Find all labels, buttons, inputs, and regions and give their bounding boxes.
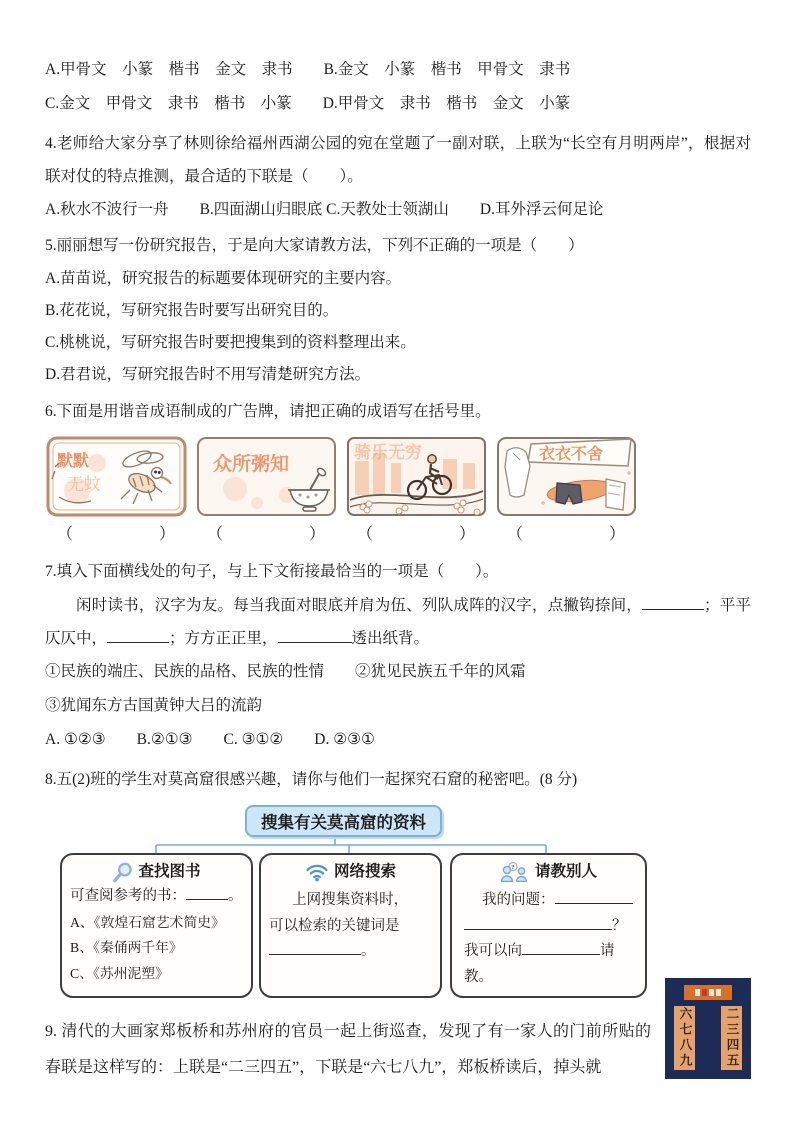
mosquito-sign-text-1: 默默 — [57, 453, 90, 470]
q7-question: 7.填入下面横线处的句子，与上下文衔接最恰当的一项是（ ）。 — [45, 563, 499, 580]
q5-option-a: A.苗苗说，研究报告的标题要体现研究的主要内容。 — [45, 270, 402, 287]
q4-options: A.秋水不波行一舟 B.四面湖山归眼底 C.天教处士领湖山 D.耳外浮云何足论 — [45, 201, 604, 218]
q8-box2-blank — [269, 940, 361, 955]
q7-passage-part-1: 闲时读书，汉字为友。每当我面对眼底并肩为伍、列队成阵的汉字，点撇钩捺间， — [76, 597, 643, 614]
q5-option-b: B.花花说，写研究报告时要写出研究目的。 — [45, 302, 339, 319]
q8-box2-line-1: 上网搜集资料时， — [292, 892, 409, 908]
q5-option-c: C.桃桃说，写研究报告时要把搜集到的资料整理出来。 — [45, 334, 416, 351]
mosquito-sign-image — [45, 433, 188, 521]
q8-box1-option-a: A、《敦煌石窟艺术简史》 — [70, 914, 225, 930]
answer-bracket-3: （ ） — [356, 526, 476, 543]
couplet-right-strip: 二三四五 — [721, 1006, 742, 1070]
connector-lines — [45, 839, 751, 853]
svg-text:?: ? — [511, 864, 515, 871]
q8-box2-line-2: 可以检索的关键词是 — [269, 917, 400, 934]
q8-box1-title-row — [70, 860, 243, 884]
q8-box1-blank — [186, 885, 228, 900]
q8-box1-lead-end: 。 — [228, 888, 243, 904]
q8-box-find-books — [60, 853, 253, 998]
cycling-sign-text: 骑乐无穷 — [354, 443, 422, 462]
q8-box1-option-b: B、《秦俑两千年》 — [70, 940, 183, 955]
q7-items-line-2: ③犹闻东方古国黄钟大吕的流韵 — [45, 697, 263, 714]
q9-question-text: 9. 清代的大画家郑板桥和苏州府的官员一起上街巡查，发现了有一家人的门前所贴的春联是这样写的：上联是“二三四五”，下联是“六七八九”，郑板桥读后，掉头就 — [45, 1023, 651, 1076]
q8-box3-line-1 — [460, 888, 637, 914]
q8-box3-line-3 — [460, 939, 637, 990]
people-question-icon — [500, 862, 530, 882]
q8-diagram — [45, 805, 751, 998]
clothes-sign-image — [495, 433, 638, 521]
couplet-left-strip: 六七八九 — [674, 1006, 695, 1070]
q5-option-d: D.君君说，写研究报告时不用写清楚研究方法。 — [45, 366, 371, 383]
q7-passage — [45, 589, 751, 655]
answer-bracket-1: （ ） — [56, 526, 176, 543]
q9-question-block — [45, 1007, 751, 1086]
q8-box3-blank-2 — [464, 915, 612, 930]
q8-box3-ask-end: 请教。 — [464, 943, 615, 985]
clothes-sign-text: 衣衣不舍 — [539, 446, 604, 463]
q8-box-network-search — [259, 853, 442, 998]
q8-box3-blank-3 — [522, 940, 600, 955]
q7-passage-part-3: ；方方正正里， — [169, 630, 278, 647]
q8-boxes-row — [60, 853, 751, 998]
q8-box2-line-3 — [269, 939, 432, 965]
q7-passage-part-2: ；平平仄仄中， — [45, 597, 751, 647]
q8-box3-blank-1 — [555, 889, 633, 904]
q7-blank-2 — [107, 628, 169, 643]
q8-box1-option-c: C、《苏州泥塑》 — [70, 965, 169, 981]
mosquito-sign-text-2: 无蚊 — [67, 475, 101, 494]
q7-blank-1 — [642, 595, 704, 610]
couplet-banner — [684, 985, 732, 1000]
answer-bracket-4: （ ） — [506, 526, 626, 543]
couplet-image — [665, 978, 751, 1079]
q8-root-wrap — [45, 805, 751, 839]
q8-box1-title: 查找图书 — [138, 863, 201, 880]
q6-sign-row — [45, 433, 751, 521]
q7-options: A. ①②③ B.②①③ C. ③①② D. ②③① — [45, 731, 375, 748]
q4-question: 4.老师给大家分享了林则徐给福州西湖公园的宛在堂题了一副对联，上联为“长空有月明两岸”，根据对联对仗的特点推测，最合适的下联是（ ）。 — [45, 135, 751, 185]
q6-question: 6.下面是用谐音成语制成的广告牌，请把正确的成语写在括号里。 — [45, 403, 491, 420]
q8-box2-title-row — [269, 860, 432, 884]
q8-box1-lead-line — [70, 884, 243, 910]
q8-box3-ask-label: 我可以向 — [464, 943, 522, 959]
q8-box2-end: 。 — [361, 943, 376, 959]
porridge-sign-text: 众所粥知 — [213, 454, 290, 475]
q7-passage-part-4: 透出纸背。 — [351, 630, 430, 647]
cycling-sign-image — [345, 433, 488, 521]
answer-bracket-2: （ ） — [206, 526, 326, 543]
exam-content — [45, 50, 751, 1086]
q8-box3-question-label: 我的问题： — [482, 892, 555, 908]
q8-box3-title: 请教别人 — [534, 863, 597, 880]
q8-box1-lead-text: 可查阅参考的书： — [70, 888, 186, 904]
q7-items-line-1: ①民族的端庄、民族的品格、民族的性情 ②犹见民族五千年的风霜 — [45, 663, 526, 680]
q5-question: 5.丽丽想写一份研究报告，于是向大家请教方法，下列不正确的一项是（ ） — [45, 237, 584, 254]
q8-box2-title: 网络搜索 — [333, 863, 396, 880]
porridge-sign-image — [195, 433, 338, 521]
q3-options-line-2: C.金文 甲骨文 隶书 楷书 小篆 D.甲骨文 隶书 楷书 金文 小篆 — [45, 95, 571, 112]
q8-box3-question-mark: ？ — [612, 917, 627, 934]
q8-box3-line-2 — [460, 914, 637, 940]
q8-box-ask-others — [450, 853, 647, 998]
q3-options-line-1: A.甲骨文 小篆 楷书 金文 隶书 B.金文 小篆 楷书 甲骨文 隶书 — [45, 61, 571, 78]
q7-blank-3 — [278, 628, 352, 643]
q8-question: 8.五(2)班的学生对莫高窟很感兴趣，请你与他们一起探究石窟的秘密吧。(8 分) — [45, 771, 578, 788]
q8-box3-title-row — [460, 860, 637, 884]
q6-answer-brackets — [45, 523, 751, 547]
magnifier-icon — [112, 861, 133, 883]
wifi-icon — [305, 862, 329, 882]
q8-root-box: 搜集有关莫高窟的资料 — [245, 805, 442, 837]
